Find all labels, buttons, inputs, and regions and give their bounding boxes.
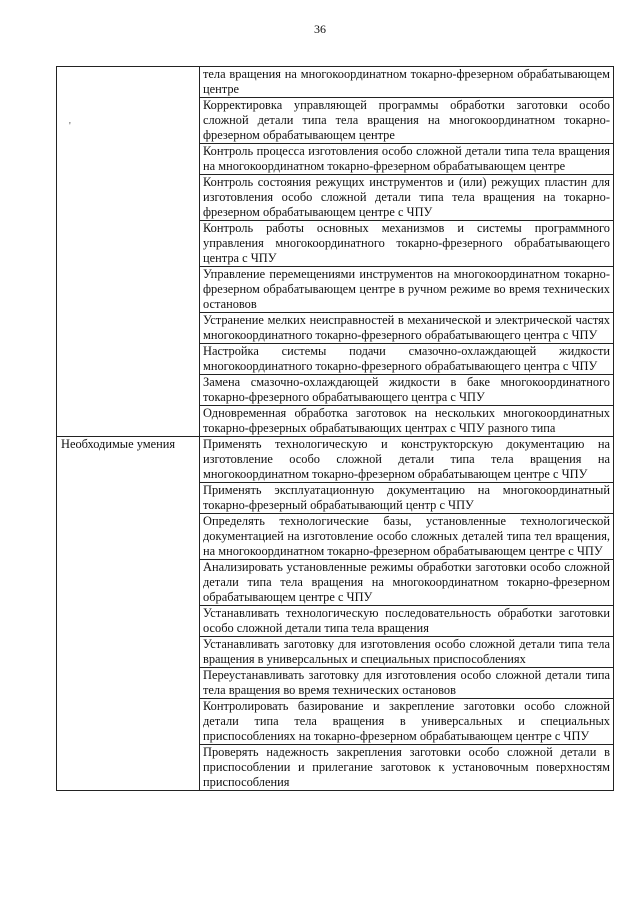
requirements-table — [56, 66, 614, 791]
table-row — [57, 67, 614, 98]
requirements-table-body — [57, 67, 614, 791]
item-text: Переустанавливать заготовку для изготовления особо сложной детали типа тела вращения во время технических остановов — [200, 668, 614, 699]
item-text: Применять эксплуатационную документацию на многокоординатный токарно-фрезерный обрабатывающий центр с ЧПУ — [200, 483, 614, 514]
item-text: Анализировать установленные режимы обработки заготовки особо сложной детали типа тела вращения на многокоординатном токарно-фрезерном обрабатывающем центре с ЧПУ — [200, 560, 614, 606]
item-text: Контроль работы основных механизмов и системы программного управления многокоординатного токарно-фрезерного обрабатывающего центра с ЧПУ — [200, 221, 614, 267]
item-text: Одновременная обработка заготовок на нескольких многокоординатных токарно-фрезерных обрабатывающих центрах с ЧПУ разного типа — [200, 406, 614, 437]
item-text: Устанавливать технологическую последовательность обработки заготовки особо сложной детали типа тела вращения — [200, 606, 614, 637]
item-text: Корректировка управляющей программы обработки заготовки особо сложной детали типа тела вращения на многокоординатном токарно-фрезерном обрабатывающем центре — [200, 98, 614, 144]
item-text: Применять технологическую и конструкторскую документацию на изготовление особо сложной детали типа тела вращения на многокоординатном токарно-фрезерном обрабатывающем центре с ЧПУ — [200, 437, 614, 483]
item-text: Контролировать базирование и закрепление заготовки особо сложной детали типа тела вращения в универсальных и специальных приспособлениях на токарно-фрезерном обрабатывающем центре с ЧПУ — [200, 699, 614, 745]
item-text: Контроль состояния режущих инструментов и (или) режущих пластин для изготовления особо сложной детали типа тела вращения на токарно-фрезерном обрабатывающем центре с ЧПУ — [200, 175, 614, 221]
item-text: Замена смазочно-охлаждающей жидкости в баке многокоординатного токарно-фрезерного обрабатывающего центра с ЧПУ — [200, 375, 614, 406]
section-title-cell — [57, 437, 200, 791]
item-text: тела вращения на многокоординатном токарно-фрезерном обрабатывающем центре — [200, 67, 614, 98]
table-row — [57, 437, 614, 483]
item-text: Устранение мелких неисправностей в механической и электрической частях многокоординатного токарно-фрезерного обрабатывающего центра с ЧПУ — [200, 313, 614, 344]
item-text: Устанавливать заготовку для изготовления особо сложной детали типа тела вращения в универсальных и специальных приспособлениях — [200, 637, 614, 668]
section-title-cell — [57, 67, 200, 437]
section-title: Необходимые умения — [61, 437, 176, 451]
item-text: Контроль процесса изготовления особо сложной детали типа тела вращения на многокоординатном токарно-фрезерном обрабатывающем центре — [200, 144, 614, 175]
item-text: Настройка системы подачи смазочно-охлаждающей жидкости многокоординатного токарно-фрезерного обрабатывающего центра с ЧПУ — [200, 344, 614, 375]
margin-mark: ' — [69, 121, 71, 132]
item-text: Управление перемещениями инструментов на многокоординатном токарно-фрезерном обрабатывающем центре в ручном режиме во время технических остановов — [200, 267, 614, 313]
item-text: Определять технологические базы, установленные технологической документацией на изготовление особо сложных деталей типа тел вращения, на многокоординатном токарно-фрезерном обрабатывающем центре с ЧПУ — [200, 514, 614, 560]
item-text: Проверять надежность закрепления заготовки особо сложной детали в приспособлении и прилегание заготовок к установочным поверхностям приспособления — [200, 745, 614, 791]
page-number: 36 — [314, 22, 326, 36]
